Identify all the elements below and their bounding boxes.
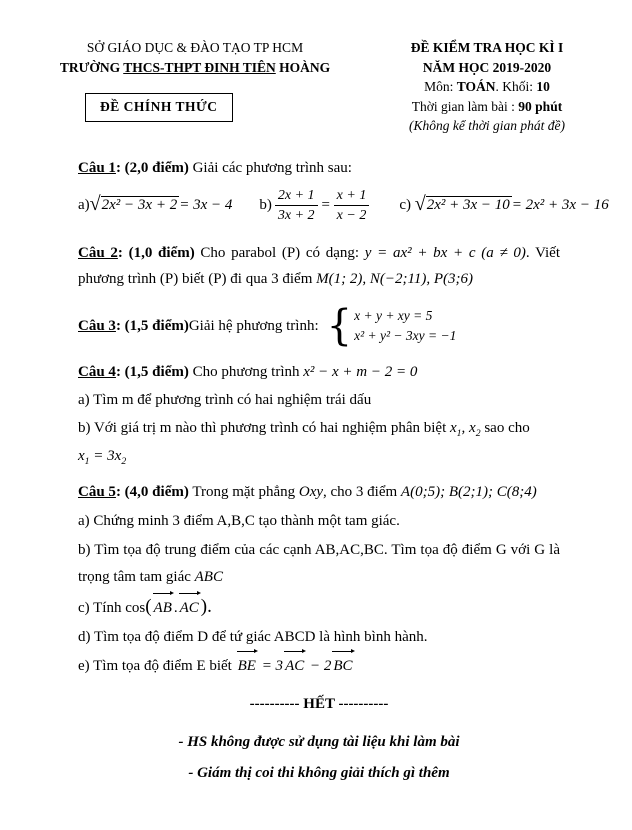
fraction-denominator: x − 2 <box>336 208 367 224</box>
fraction-numerator: 2x + 1 <box>275 187 318 207</box>
equation-1b-label: b) <box>259 197 272 214</box>
question-4b <box>78 416 560 441</box>
fraction-numerator: x + 1 <box>334 187 370 207</box>
duration-label: Thời gian làm bài : <box>411 98 519 114</box>
question-1-prompt: Giải các phương trình sau: <box>188 159 352 176</box>
open-paren: ( <box>145 596 152 618</box>
question-5-heading-line <box>78 479 560 506</box>
question-5-text1: Trong mặt phẳng <box>188 484 299 501</box>
vector-AB: AB <box>152 595 174 622</box>
question-4-prompt: Cho phương trình <box>188 364 304 381</box>
var-x1-sub: 1 <box>84 456 90 468</box>
question-5-label: Câu 5 <box>78 484 116 501</box>
grade-value: 10 <box>536 79 550 95</box>
footer-note-1: - HS không được sử dụng tài liệu khi làm bài <box>178 734 460 751</box>
equation-1b-equals: = <box>320 197 331 214</box>
question-3-prompt: Giải hệ phương trình: <box>188 317 319 334</box>
question-4b-tail: sao cho <box>480 420 530 437</box>
question-5-oxy: Oxy <box>298 484 324 501</box>
question-1-label: Câu 1 <box>78 159 116 176</box>
equation-1a-sqrt <box>89 192 180 216</box>
question-5-points-list: A(0;5); B(2;1); C(8;4) <box>400 484 537 501</box>
equation-1b-frac-left <box>275 187 318 225</box>
equation-1c-radicand: 2x² + 3x − 10 <box>426 196 510 213</box>
var-x2-sub: 2 <box>121 456 127 468</box>
equation-1b-frac-right <box>334 187 370 225</box>
question-5d: d) Tìm tọa độ điểm D để tứ giác ABCD là hình bình hành. <box>78 629 428 646</box>
question-4-heading-line <box>78 360 560 385</box>
exam-body <box>0 136 632 790</box>
question-4b-text: b) Với giá trị m nào thì phương trình có hai nghiệm phân biệt <box>78 420 450 437</box>
question-2-label: Câu 2 <box>78 244 118 261</box>
vector-eq: = 3 <box>257 658 284 675</box>
equation-1c <box>399 192 609 216</box>
question-2-points: : (1,0 điểm) <box>117 244 195 261</box>
department-name: SỞ GIÁO DỤC & ĐÀO TẠO TP HCM <box>86 40 304 55</box>
question-5b <box>78 537 560 591</box>
subject-label: Môn: <box>424 79 457 95</box>
question-3-heading <box>78 318 189 335</box>
var-x2-sub: 2 <box>475 428 481 440</box>
question-5a: a) Chứng minh 3 điểm A,B,C tạo thành một tam giác. <box>78 513 400 530</box>
vector-minus: − 2 <box>306 658 332 675</box>
school-name <box>30 58 360 78</box>
equation-1a-radicand: 2x² − 3x + 2 <box>101 196 178 213</box>
question-2-formula: y = ax² + bx + c (a ≠ 0) <box>364 244 526 261</box>
question-2 <box>78 240 560 292</box>
question-2-text1: Cho parabol (P) có dạng: <box>194 244 365 261</box>
close-paren: ). <box>200 596 212 618</box>
system-brace: { <box>326 301 353 351</box>
radical-sign: √ <box>414 192 426 215</box>
question-5b-abc: ABC <box>194 569 223 586</box>
question-1-equations <box>78 187 609 225</box>
school-name-prefix: TRƯỜNG <box>59 59 124 75</box>
equation-1c-label: c) <box>399 197 411 214</box>
equation-1a-rhs: = 3x − 4 <box>179 197 233 214</box>
question-3-points: : (1,5 điểm) <box>115 317 189 334</box>
vector-BC: BC <box>331 653 354 680</box>
question-5-heading <box>78 484 189 500</box>
subject-value: TOÁN <box>456 79 496 95</box>
question-2-text2: . Viết phương trình (P) biết (P) đi qua 3 điểm <box>78 244 561 287</box>
question-4a: a) Tìm m để phương trình có hai nghiệm trái dấu <box>78 392 372 409</box>
var-x1: x <box>450 420 457 437</box>
system-equation-2: x² + y² − 3xy = −1 <box>354 328 457 344</box>
question-4-points: : (1,5 điểm) <box>115 364 189 381</box>
question-3 <box>78 301 560 351</box>
equation-1c-sqrt <box>414 192 512 216</box>
question-5c <box>78 593 560 622</box>
footer-note-2: - Giám thị coi thi không giải thích gì thêm <box>188 765 450 782</box>
duration-note: (Không kể thời gian phát đề) <box>408 118 566 134</box>
var-x1: x <box>78 448 85 465</box>
condition-mid: = 3x <box>89 448 122 465</box>
end-marker: ---------- HẾT ---------- <box>249 696 389 713</box>
system-equations <box>352 306 456 347</box>
question-2-points-list: M(1; 2), N(−2;11), P(3;6) <box>316 270 474 287</box>
vector-AC: AC <box>283 653 306 680</box>
fraction-denominator: 3x + 2 <box>277 208 315 224</box>
question-5e <box>78 653 560 680</box>
grade-label: . Khối: <box>495 79 537 95</box>
school-name-underlined: THCS-THPT ĐINH TIÊN <box>123 59 276 75</box>
school-name-suffix: HOÀNG <box>275 59 331 75</box>
exam-title: ĐỀ KIỂM TRA HỌC KÌ I <box>410 40 564 55</box>
var-comma: , x <box>461 420 476 437</box>
official-exam-badge: ĐỀ CHÍNH THỨC <box>85 93 233 122</box>
vector-AC: AC <box>178 595 201 622</box>
official-exam-badge-wrap <box>30 93 360 122</box>
equation-system <box>326 301 457 351</box>
question-4b-variables <box>450 420 481 440</box>
equation-1c-rhs: = 2x² + 3x − 16 <box>511 197 609 214</box>
question-4b-condition-math <box>78 448 127 468</box>
header <box>0 38 632 136</box>
var-x1-sub: 1 <box>456 428 462 440</box>
question-5b-text: b) Tìm tọa độ trung điểm của các cạnh AB,AC,BC. Tìm tọa độ điểm G với G là trọng tâm tam giác <box>78 542 560 586</box>
duration-line <box>360 97 614 117</box>
subject-line <box>360 77 614 97</box>
question-2-heading <box>78 245 195 261</box>
question-4-heading <box>78 364 189 380</box>
question-3-label: Câu 3 <box>78 317 116 334</box>
duration-value: 90 phút <box>518 98 563 114</box>
dot-operator: . <box>173 600 178 617</box>
vector-BE: BE <box>236 653 258 680</box>
question-5-text2: , cho 3 điểm <box>323 484 401 501</box>
question-5e-text: e) Tìm tọa độ điểm E biết <box>78 658 236 675</box>
system-equation-1: x + y + xy = 5 <box>354 307 433 323</box>
cos-symbol: cos <box>125 600 146 617</box>
equation-1a-label: a) <box>78 197 90 214</box>
equation-1a <box>78 192 233 216</box>
header-right <box>360 38 614 136</box>
question-4-formula: x² − x + m − 2 = 0 <box>303 364 418 381</box>
radical-sign: √ <box>89 192 101 215</box>
question-5c-text: c) Tính <box>78 600 126 617</box>
question-4b-condition <box>78 444 560 469</box>
equation-1b <box>259 187 372 225</box>
question-1-heading <box>78 160 560 177</box>
school-year: NĂM HỌC 2019-2020 <box>422 59 552 75</box>
header-left <box>30 38 360 136</box>
question-1-points: : (2,0 điểm) <box>115 159 189 176</box>
question-5-points: : (4,0 điểm) <box>115 484 189 501</box>
footer <box>78 696 560 789</box>
question-4-label: Câu 4 <box>78 364 116 381</box>
